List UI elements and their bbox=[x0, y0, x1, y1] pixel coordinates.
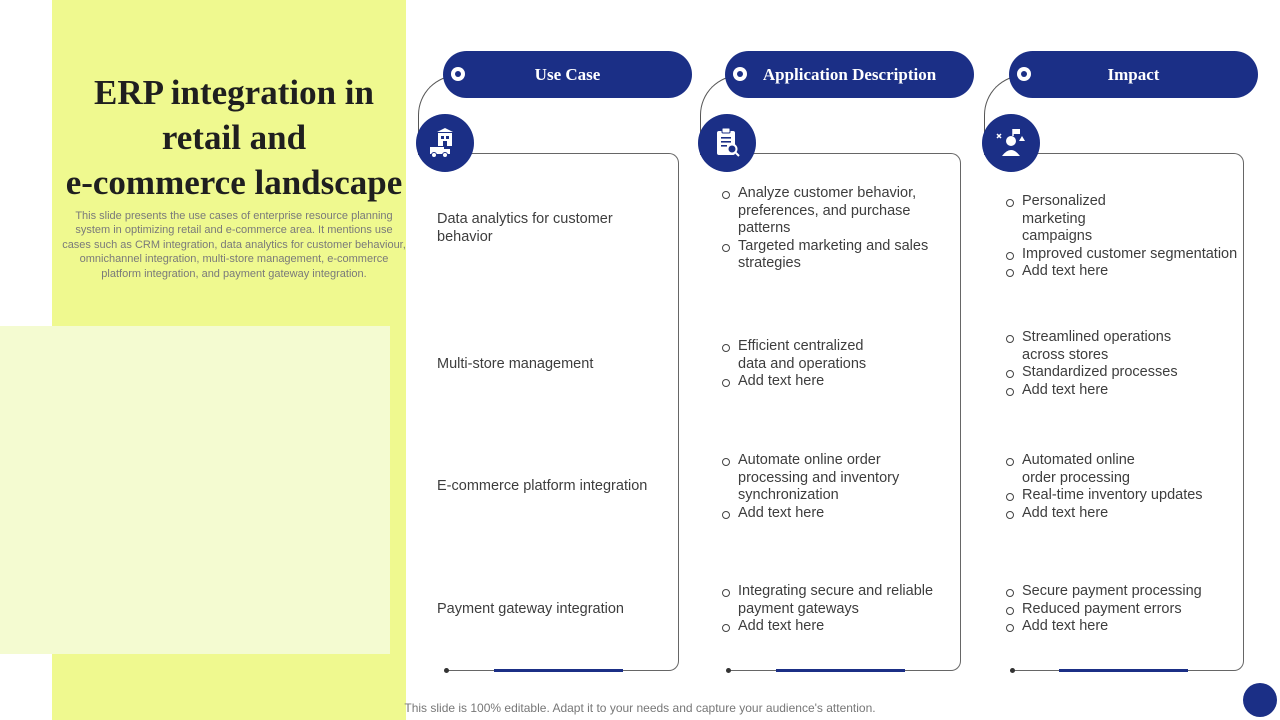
left-light-block bbox=[0, 326, 390, 654]
list-item: Targeted marketing and sales strategies bbox=[720, 238, 945, 273]
description-list bbox=[720, 583, 945, 636]
use-case-cell: E-commerce platform integration bbox=[437, 478, 648, 494]
list-item: Streamlined operations across stores bbox=[1004, 329, 1239, 364]
column-header-impact bbox=[1009, 51, 1258, 98]
corner-decoration bbox=[1243, 683, 1277, 717]
description-list bbox=[720, 185, 945, 273]
person-impact-icon bbox=[982, 114, 1040, 172]
list-item: Integrating secure and reliable payment gateways bbox=[720, 583, 945, 618]
list-item: Add text here bbox=[1004, 618, 1239, 636]
list-item: Secure payment processing bbox=[1004, 583, 1239, 601]
card-end-dot bbox=[726, 668, 731, 673]
retail-store-delivery-icon bbox=[416, 114, 474, 172]
list-item: Add text here bbox=[720, 618, 945, 636]
list-item: Add text here bbox=[1004, 382, 1239, 400]
use-case-cell: Multi-store management bbox=[437, 356, 594, 372]
use-case-cell: Payment gateway integration bbox=[437, 601, 624, 617]
list-item: Improved customer segmentation bbox=[1004, 246, 1244, 264]
use-case-cell: Data analytics for customer behavior bbox=[437, 211, 613, 245]
header-bullet-icon bbox=[1017, 67, 1031, 81]
column-header-label: Impact bbox=[1107, 64, 1160, 84]
list-item: Analyze customer behavior, preferences, and purchase patterns bbox=[720, 185, 945, 238]
title-line-3: e-commerce landscape bbox=[65, 163, 403, 202]
impact-list bbox=[1004, 452, 1239, 522]
column-header-label: Application Description bbox=[762, 64, 937, 84]
list-item: Real-time inventory updates bbox=[1004, 487, 1239, 505]
header-bullet-icon bbox=[733, 67, 747, 81]
title-line-1: ERP integration in bbox=[93, 73, 375, 112]
header-bullet-icon bbox=[451, 67, 465, 81]
impact-list bbox=[1004, 193, 1244, 281]
clipboard-analysis-icon bbox=[698, 114, 756, 172]
list-item: Standardized processes bbox=[1004, 364, 1239, 382]
slide-description: This slide presents the use cases of enterprise resource planning system in optimizing retail and e-commerce area. It mentions use cases such as CRM integration, data analytics for customer behaviour, omnichannel integration, multi-store management, e-commerce platform integration, and payment gateway integration. bbox=[62, 210, 406, 280]
card-accent-bar bbox=[1059, 669, 1188, 672]
list-item: Automate online order processing and inventory synchronization bbox=[720, 452, 925, 505]
page-title bbox=[60, 70, 408, 205]
card-accent-bar bbox=[494, 669, 623, 672]
list-item: Add text here bbox=[1004, 263, 1244, 281]
column-header-application-description bbox=[725, 51, 974, 98]
card-end-dot bbox=[1010, 668, 1015, 673]
list-item: Add text here bbox=[720, 505, 925, 523]
footer-note: This slide is 100% editable. Adapt it to your needs and capture your audience's attention. bbox=[404, 701, 876, 715]
impact-list bbox=[1004, 329, 1239, 399]
list-item: Reduced payment errors bbox=[1004, 601, 1239, 619]
description-list bbox=[720, 338, 890, 391]
list-item: Efficient centralized data and operations bbox=[720, 338, 890, 373]
column-header-use-case bbox=[443, 51, 692, 98]
card-end-dot bbox=[444, 668, 449, 673]
column-header-label: Use Case bbox=[534, 64, 601, 84]
impact-list bbox=[1004, 583, 1239, 636]
title-line-2: retail and bbox=[161, 118, 307, 157]
list-item: Automated online order processing bbox=[1004, 452, 1239, 487]
list-item: Add text here bbox=[1004, 505, 1239, 523]
description-list bbox=[720, 452, 925, 522]
list-item: Add text here bbox=[720, 373, 890, 391]
list-item: Personalized marketing campaigns bbox=[1004, 193, 1244, 246]
card-accent-bar bbox=[776, 669, 905, 672]
